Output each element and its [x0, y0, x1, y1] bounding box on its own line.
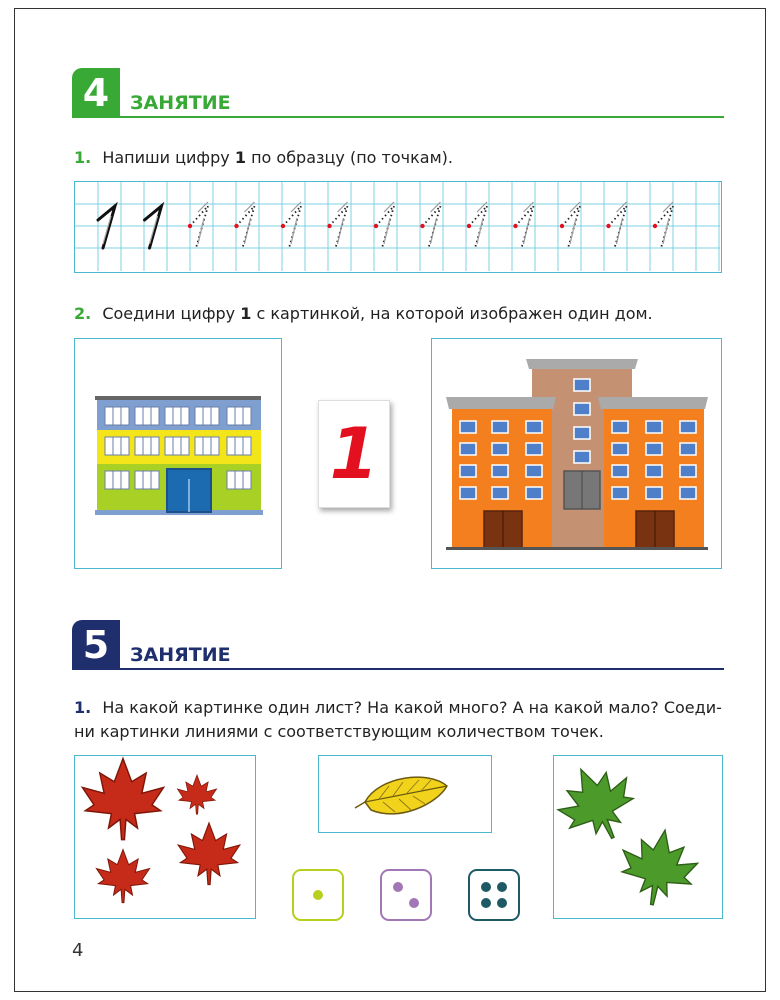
lesson-underline: [120, 668, 724, 670]
trace-digit-one: [653, 202, 673, 248]
lesson-title: ЗАНЯТИЕ: [130, 92, 231, 114]
card-digit: 1: [329, 413, 379, 495]
trace-digit-one: [467, 202, 487, 248]
task-4-2: [74, 302, 724, 326]
trace-digit-one: [606, 202, 626, 248]
task-number: 2.: [74, 304, 92, 323]
dice-dot: [481, 882, 491, 892]
trace-digit-one: [234, 202, 254, 248]
dice-dot: [409, 898, 419, 908]
picture-many-buildings[interactable]: [431, 338, 722, 569]
task-number: 1.: [74, 698, 92, 717]
dice-1[interactable]: [292, 869, 344, 921]
task-text: Соедини цифру: [102, 304, 236, 323]
trace-digit-one: [188, 202, 208, 248]
dice-dot: [497, 882, 507, 892]
red-maple-leaves-image: [75, 756, 254, 917]
task-digit: 1: [240, 304, 252, 323]
picture-few-leaves[interactable]: [553, 755, 723, 919]
picture-one-leaf[interactable]: [318, 755, 492, 833]
trace-digit-one: [420, 202, 440, 248]
dice-dot: [497, 898, 507, 908]
task-number: 1.: [74, 148, 92, 167]
task-text: На какой картинке один лист? На какой много? А на какой мало? Соедини картинки линиями с соответствующим количеством точек.: [74, 698, 722, 741]
dice-2[interactable]: [380, 869, 432, 921]
task-4-1: [74, 146, 724, 170]
lesson-5-header: [72, 620, 724, 670]
trace-digit-one: [513, 202, 533, 248]
tracing-grid-svg: [75, 182, 720, 271]
copybook-grid[interactable]: [74, 181, 722, 273]
dice-dot: [313, 890, 323, 900]
task-text: по образцу (по точкам).: [251, 148, 453, 167]
lesson-underline: [120, 116, 724, 118]
yellow-leaf-image: [319, 756, 490, 831]
task-text: Напиши цифру: [102, 148, 230, 167]
picture-many-leaves[interactable]: [74, 755, 256, 919]
trace-digit-one: [98, 206, 115, 248]
lesson-number-badge: 4: [72, 68, 120, 118]
trace-digit-one: [327, 202, 347, 248]
trace-digit-one: [374, 202, 394, 248]
lesson-number-badge: 5: [72, 620, 120, 670]
digit-card[interactable]: [318, 400, 390, 508]
dice-dot: [481, 898, 491, 908]
trace-digit-one: [560, 202, 580, 248]
green-maple-leaves-image: [554, 756, 721, 917]
apartment-complex-image: [432, 339, 720, 567]
lesson-4-header: [72, 68, 724, 118]
task-5-1: [74, 696, 724, 744]
school-building-image: [75, 339, 280, 567]
task-digit: 1: [234, 148, 246, 167]
page-number: 4: [72, 940, 84, 961]
trace-digit-one: [145, 206, 162, 248]
picture-one-building[interactable]: [74, 338, 282, 569]
task-text: с картинкой, на которой изображен один дом.: [256, 304, 653, 323]
trace-digit-one: [281, 202, 301, 248]
dice-dot: [393, 882, 403, 892]
dice-4[interactable]: [468, 869, 520, 921]
lesson-title: ЗАНЯТИЕ: [130, 644, 231, 666]
